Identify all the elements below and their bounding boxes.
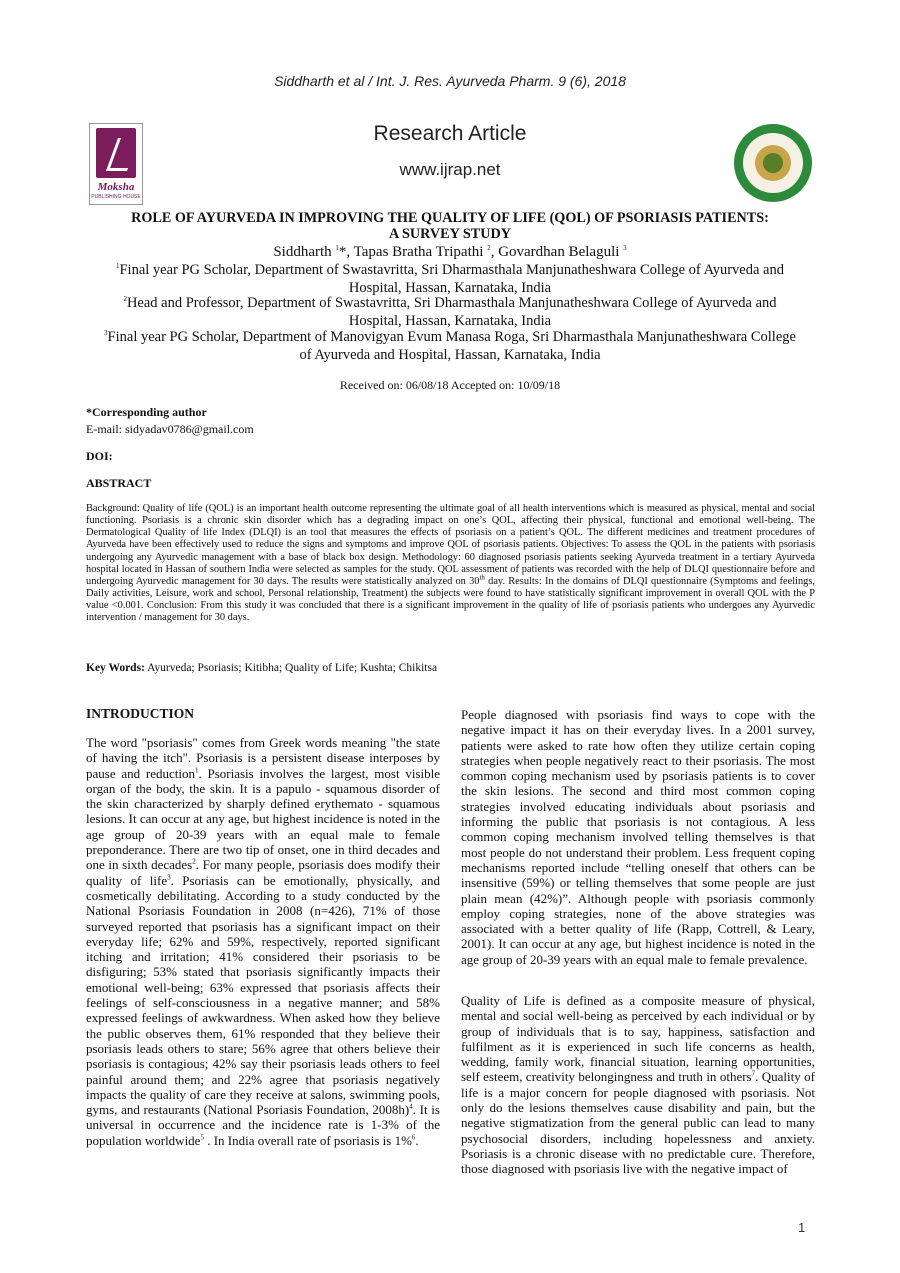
affil-number: 3 [104, 329, 108, 338]
paragraph-text: The word "psoriasis" comes from Greek words meaning "the state of having the itch". Psoriasis is a persistent disease interposes by pause and reduction [86, 735, 440, 781]
journal-citation-line: Siddharth et al / Int. J. Res. Ayurveda Pharm. 9 (6), 2018 [274, 73, 626, 89]
citation-number: 7 [751, 1070, 756, 1079]
author-name: Siddharth [273, 244, 332, 260]
paragraph-text: . Quality of life is a major concern for people diagnosed with psoriasis. Not only do the lesions themselves cause disability and pain, but the negative stigmatization from the general public can lead to many psychosocial disorders, including hopelessness and anxiety. Psoriasis is a chronic disease with no predictable cure. Therefore, those diagnosed with psoriasis live with the negative impact of [461, 1069, 815, 1177]
abstract-superscript: th [479, 573, 485, 582]
keywords-list: Ayurveda; Psoriasis; Kitibha; Quality of Life; Kushta; Chikitsa [144, 662, 438, 674]
affil-line: Final year PG Scholar, Department of Swastavritta, Sri Dharmasthala Manjunatheshwara College of Ayurveda and [119, 262, 784, 278]
paragraph-text: Quality of Life is defined as a composite measure of physical, mental and social well-being as perceived by each individual or by group of individuals that is to say, happiness, satisfaction and fulfilment as it is experienced in such life concerns as health, wedding, family work, financial situation, learning opportunities, self esteem, creativity belongingness and truth in others [461, 993, 815, 1085]
corresponding-author-label [86, 405, 207, 420]
paragraph-text: . Psoriasis can be emotionally, physically, and cosmetically debilitating. According to a study conducted by the National Psoriasis Foundation in 2008 (n=426), 71% of those surveyed reported that psoriasis has a significant impact on their everyday life; 62% and 59%, respectively, reported significant itching and irritation; 41% considered their psoriasis to be disfiguring; 53% stated that psoriasis significantly impacts their emotional well-being; 63% expressed that psoriasis affects their feelings of self-consciousness in a negative manner; and 58% expressed feelings of awkwardness. When asked how they believe the public observes them, 61% responded that they believe their psoriasis leads others to stare; 56% agree that others believe their psoriasis is contagious; 42% say their psoriasis leads others to feel painful around them; and 22% agree that psoriasis negatively impacts the quality of care they receive at salons, swimming pools, gyms, and restaurants (National Psoriasis Foundation, 2008h) [86, 872, 440, 1118]
corresponding-text: Corresponding author [92, 405, 207, 419]
keywords-label: Key Words: [86, 662, 145, 674]
affil-line: Final year PG Scholar, Department of Manovigyan Evum Manasa Roga, Sri Dharmasthala Manjunatheshwara College [107, 329, 796, 345]
logo-name: Moksha [97, 181, 135, 193]
corresponding-mark: * [338, 244, 347, 260]
author-affil-number: 2 [487, 244, 491, 252]
paragraph-text: . Psoriasis involves the largest, most visible organ of the body, the skin. It is a papulo - squamous disorder of the skin characterized by sharply defined erythemato - squamous lesions. It can occur at any age, but highest incidence is noted in the age group of 20-39 years with an equal male to female preponderance. There are two tip of onset, one in third decades and one in sixth decades [86, 765, 440, 873]
article-type: Research Article [373, 122, 527, 145]
author-list: Siddharth $^1$*, Tapas Bratha Tripathi $^2$, Govardhan Belaguli $^3$ [273, 244, 627, 260]
title-line-1: ROLE OF AYURVEDA IN IMPROVING THE QUALITY OF LIFE (QOL) OF PSORIASIS PATIENTS: [131, 210, 769, 226]
doi-label: DOI: [86, 449, 113, 463]
affil-line: Head and Professor, Department of Swastavritta, Sri Dharmasthala Manjunatheshwara College of Ayurveda and [126, 295, 777, 311]
citation-number: 6 [411, 1133, 416, 1142]
affiliation [85, 329, 815, 364]
abstract-text: day. Results: In the domains of DLQI questionnaire (Symptoms and feelings, Daily activities, Leisure, work and school, Personal relationship, Treatment) the subjects were found to have statistically significant improvement in overall QOL with the P value <0.001. Conclusion: From this study it was concluded that there is a significant improvement in the quality of life of psoriasis patients who undergoes any Ayurvedic intervention / management for 30 days. [86, 575, 815, 624]
abstract-body [86, 503, 815, 625]
paragraph-text: . It is universal in occurrence and the incidence rate is 1-3% of the population worldwide [86, 1102, 440, 1148]
affil-number: 1 [115, 262, 120, 271]
affiliation [85, 262, 815, 297]
title-line-2: A SURVEY STUDY [389, 226, 511, 242]
paragraph-text: . In India overall rate of psoriasis is 1% [203, 1132, 412, 1148]
keywords [86, 662, 437, 674]
citation-number: 3 [167, 873, 171, 882]
left-column-paragraph [86, 735, 440, 1148]
abstract-heading: ABSTRACT [86, 476, 152, 490]
affil-line: of Ayurveda and Hospital, Hassan, Karnataka, India [299, 346, 601, 363]
journal-website[interactable]: www.ijrap.net [399, 160, 501, 179]
paragraph-text: People diagnosed with psoriasis find ways to cope with the negative impact it has on their everyday lives. In a 2001 survey, patients were asked to rate how often they utilize certain coping strategies when people negatively react to their psoriasis. The most common coping mechanism used by psoriasis patients is to cover the skin lesions. The second and third most common coping strategies involved educating individuals about psoriasis and informing the public that psoriasis is not contagious. A less common coping mechanism involved telling themselves is that most people do not understand their problem. Less frequent coping mechanisms reported include “telling oneself that others can be insensitive (59%) or telling themselves that some people are just plain mean (42%)”. Although people with psoriasis commonly employ coping strategies, none of the above strategies was associated with a better quality of life (Rapp, Cottrell, & Leary, 2001). It can occur at any age, but highest incidence is noted in the age group of 20-39 years with an equal male to female prevalence. [461, 707, 815, 967]
author-name: Tapas Bratha Tripathi [353, 244, 484, 260]
author-name: Govardhan Belaguli [498, 244, 620, 260]
author-affil-number: 1 [335, 244, 339, 252]
citation-number: 5 [200, 1133, 204, 1142]
affil-line: Hospital, Hassan, Karnataka, India [348, 312, 552, 329]
author-email[interactable]: E-mail: sidyadav0786@gmail.com [86, 422, 254, 436]
affil-number: 2 [123, 295, 127, 304]
author-affil-number: 3 [623, 244, 627, 252]
paper-title [90, 210, 810, 242]
received-dates: Received on: 06/08/18 Accepted on: 10/09/18 [339, 378, 561, 392]
logo-subtitle: PUBLISHING HOUSE [91, 194, 141, 200]
corresponding-mark: * [86, 405, 92, 419]
page-number: 1 [798, 1220, 806, 1235]
citation-number: 2 [192, 858, 196, 867]
citation-number: 1 [194, 766, 199, 775]
paragraph-text: . [415, 1132, 419, 1148]
affil-line: Hospital, Hassan, Karnataka, India [348, 279, 552, 296]
paragraph-text: . For many people, psoriasis does modify their quality of life [86, 857, 440, 888]
abstract-text: Background: Quality of life (QOL) is an important health outcome representing the ultimate goal of all health interventions which is measured as physical, mental and social functioning. Psoriasis is a chronic skin disorder which has a degrading impact on one’s QOL, affecting their physical, functional and emotional well-being. The Dermatological Quality of life Index (DLQI) is an tool that measures the effects of psoriasis on a patient’s QOL. The different medicines and treatment procedures of Ayurveda have been effectively used to reduce the signs and symptoms and improve QOL of psoriasis patients. Objectives: To assess the QOL in the patients with psoriasis undergoing any Ayurvedic management with a base of black box design. Methodology: 60 diagnosed psoriasis patients seeking Ayurveda treatment in a tertiary Ayurveda hospital located in Hassan of southern India were selected as samples for the study. QOL assessment of patients was recorded with the help of DLQI questionnaire before and undergoing Ayurvedic management for 30 days. The results were statistically analyzed on 30 [86, 503, 815, 587]
right-column-paragraph [461, 993, 815, 1177]
introduction-heading: INTRODUCTION [86, 706, 195, 721]
journal-seal-icon [734, 124, 812, 202]
right-column-paragraph [461, 707, 815, 967]
affiliation [85, 295, 815, 330]
citation-number: 4 [409, 1102, 413, 1111]
